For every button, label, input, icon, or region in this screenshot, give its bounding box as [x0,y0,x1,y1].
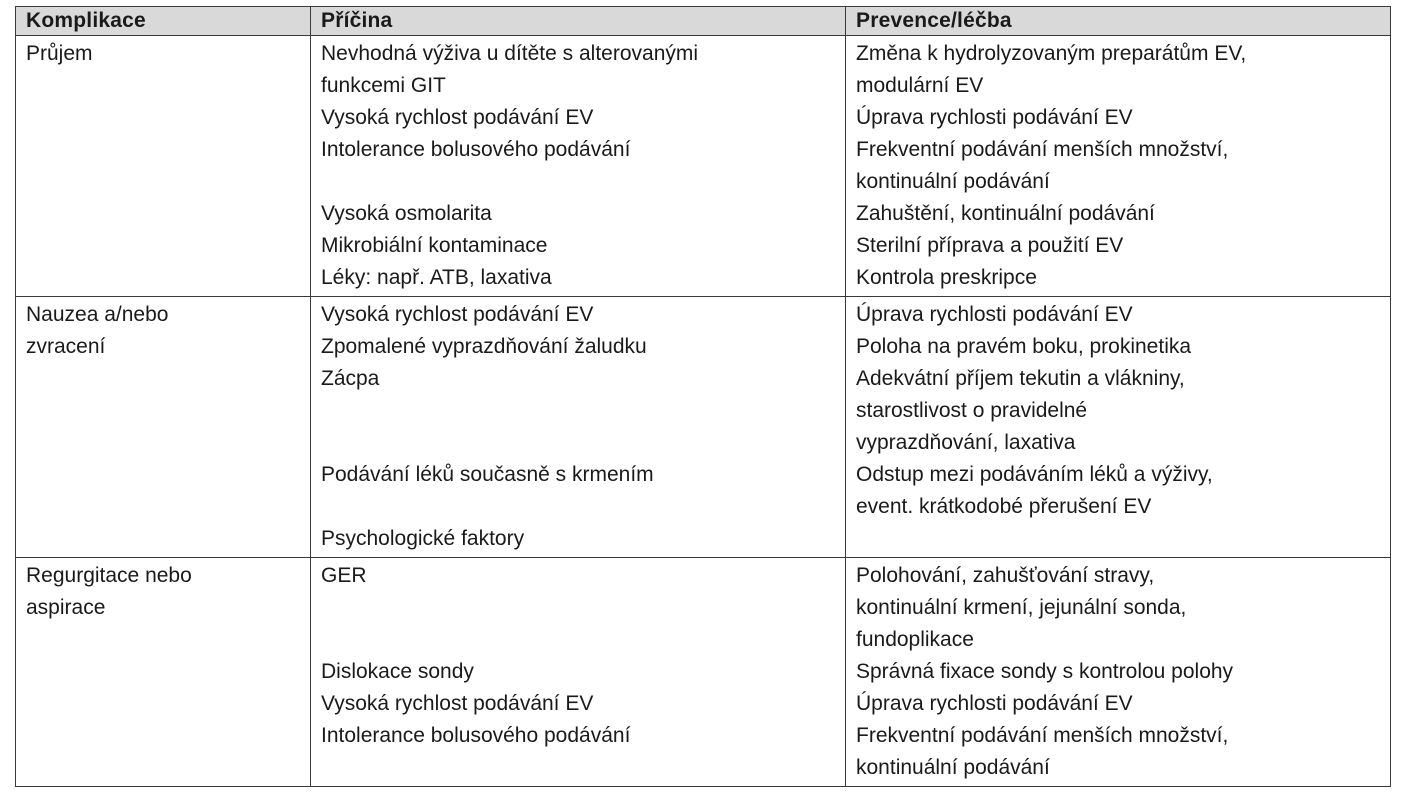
cell-line: Léky: např. ATB, laxativa [321,266,552,289]
cell-line: Polohování, zahušťování stravy, [856,564,1155,587]
cell-line: Intolerance bolusového podávání [321,138,631,161]
complication-cell [16,297,311,558]
cell-line: Úprava rychlosti podávání EV [856,692,1133,715]
cell-line: Frekventní podávání menších množství, [856,724,1229,747]
cell-line: Regurgitace nebo [26,564,192,587]
cell-line: Vysoká rychlost podávání EV [321,303,594,326]
cell-line: Zpomalené vyprazdňování žaludku [321,335,647,358]
cell-line: Úprava rychlosti podávání EV [856,303,1133,326]
header-complication: Komplikace [16,7,311,36]
cell-line: modulární EV [856,74,984,97]
cell-line: Poloha na pravém boku, prokinetika [856,335,1192,358]
cell-line: Frekventní podávání menších množství, [856,138,1229,161]
cell-line: Odstup mezi podáváním léků a výživy, [856,463,1213,486]
cell-line: Úprava rychlosti podávání EV [856,106,1133,129]
cell-line: Změna k hydrolyzovaným preparátům EV, [856,42,1247,65]
header-prevention: Prevence/léčba [846,7,1391,36]
cell-line: kontinuální podávání [856,756,1050,779]
cell-line: aspirace [26,596,106,619]
blank-line [321,166,845,198]
cell-line: Adekvátní příjem tekutin a vlákniny, [856,367,1185,390]
cause-cell [311,558,846,787]
prevention-cell [846,36,1391,297]
cell-line: Podávání léků současně s krmením [321,463,654,486]
table-header [16,7,1391,36]
complication-cell [16,558,311,787]
cell-line: Psychologické faktory [321,527,525,550]
cell-line: starostlivost o pravidelné [856,399,1088,422]
cell-line: Správná fixace sondy s kontrolou polohy [856,660,1234,683]
cell-line: vyprazdňování, laxativa [856,431,1076,454]
header-row [16,7,1391,36]
cell-line: fundoplikace [856,628,974,651]
blank-line [321,624,845,656]
cell-line: Nevhodná výživa u dítěte s alterovanými [321,42,699,65]
cell-line: Nauzea a/nebo [26,303,169,326]
table-row [16,558,1391,787]
cell-line: funkcemi GIT [321,74,446,97]
table-row [16,36,1391,297]
cell-line: kontinuální podávání [856,170,1050,193]
blank-line [321,491,845,523]
cell-line: Zahuštění, kontinuální podávání [856,202,1155,225]
cell-line: Dislokace sondy [321,660,474,683]
cell-line: Vysoká rychlost podávání EV [321,692,594,715]
cell-line: Vysoká rychlost podávání EV [321,106,594,129]
header-cause: Příčina [311,7,846,36]
cell-line: Kontrola preskripce [856,266,1037,289]
blank-line [321,427,845,459]
prevention-cell [846,297,1391,558]
cause-cell [311,36,846,297]
cell-line: Mikrobiální kontaminace [321,234,548,257]
cell-line: zvracení [26,335,106,358]
cell-line: event. krátkodobé přerušení EV [856,495,1152,518]
cell-line: Sterilní příprava a použití EV [856,234,1124,257]
prevention-cell [846,558,1391,787]
blank-line [321,395,845,427]
complication-cell [16,36,311,297]
cell-line: GER [321,564,367,587]
cell-line: Průjem [26,42,93,65]
cell-line: Intolerance bolusového podávání [321,724,631,747]
table-row [16,297,1391,558]
blank-line [321,752,845,784]
cause-cell [311,297,846,558]
cell-line: kontinuální krmení, jejunální sonda, [856,596,1187,619]
blank-line [856,523,1390,555]
table-body [16,36,1391,787]
complications-table [15,6,1391,787]
cell-line: Vysoká osmolarita [321,202,492,225]
cell-line: Zácpa [321,367,380,390]
blank-line [321,592,845,624]
